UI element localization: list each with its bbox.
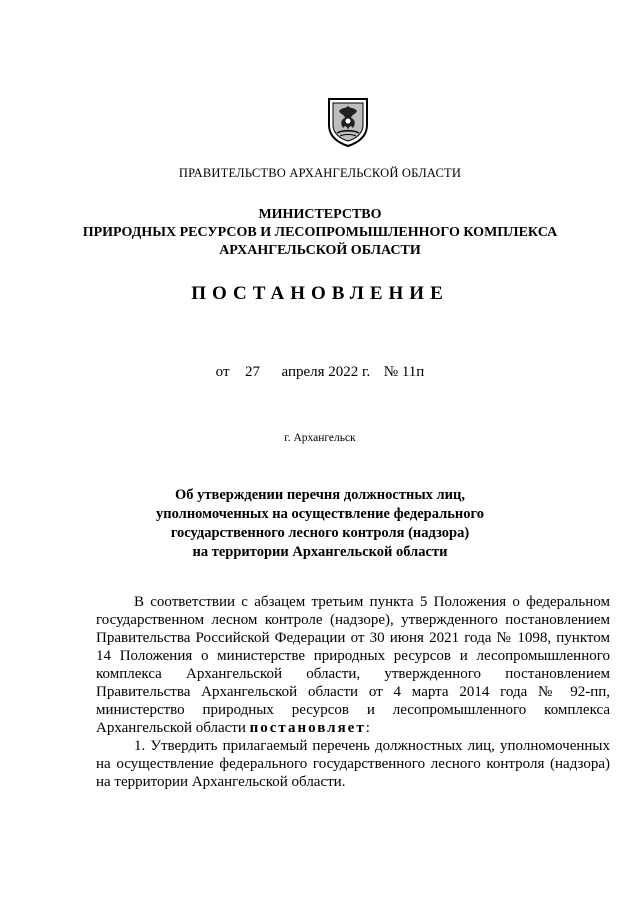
city-name: г. Архангельск	[284, 432, 356, 444]
paragraph-item-1: 1. Утвердить прилагаемый перечень должностных лиц, уполномоченных на осуществление федерального государственного лесного контроля (надзора) на территории Архангельской области.	[96, 738, 610, 790]
coat-of-arms-emblem	[325, 95, 371, 147]
date-line	[0, 364, 640, 381]
date-month-year: апреля 2022 г.	[281, 364, 371, 380]
document-type: ПОСТАНОВЛЕНИЕ	[191, 283, 449, 304]
government-name: ПРАВИТЕЛЬСТВО АРХАНГЕЛЬСКОЙ ОБЛАСТИ	[178, 166, 462, 180]
date-prefix: от	[215, 364, 230, 380]
title-line-3: государственного лесного контроля (надзора)	[170, 525, 470, 541]
keyword-decrees: постановляет	[249, 720, 366, 736]
title-line-4: на территории Архангельской области	[192, 544, 448, 560]
ministry-line-2: ПРИРОДНЫХ РЕСУРСОВ И ЛЕСОПРОМЫШЛЕННОГО КОМПЛЕКСА	[82, 225, 558, 240]
paragraph-preamble	[96, 593, 610, 737]
document-title	[0, 486, 640, 562]
date-day: 27	[245, 364, 261, 380]
ministry-line-3: АРХАНГЕЛЬСКОЙ ОБЛАСТИ	[219, 243, 421, 258]
document-body	[96, 593, 610, 791]
ministry-name	[0, 206, 640, 260]
title-line-1: Об утверждении перечня должностных лиц,	[175, 487, 465, 503]
preamble-end: :	[365, 720, 370, 736]
ministry-line-1: МИНИСТЕРСТВО	[258, 207, 382, 222]
title-line-2: уполномоченных на осуществление федерального	[156, 506, 484, 522]
document-number: № 11п	[383, 364, 425, 380]
preamble-text: В соответствии с абзацем третьим пункта 5 Положения о федеральном государственном лесном контроле (надзоре), утвержденного постановлением Правительства Российской Федерации от 30 июня 2021 года № 1098, пунктом 14 Положения о министерстве природных ресурсов и лесопромышленного комплекса Архангельской области, утвержденного постановлением Правительства Архангельской области от 4 марта 2014 года № 92-пп, министерство природных ресурсов и лесопромышленного комплекса Архангельской области	[96, 594, 610, 736]
